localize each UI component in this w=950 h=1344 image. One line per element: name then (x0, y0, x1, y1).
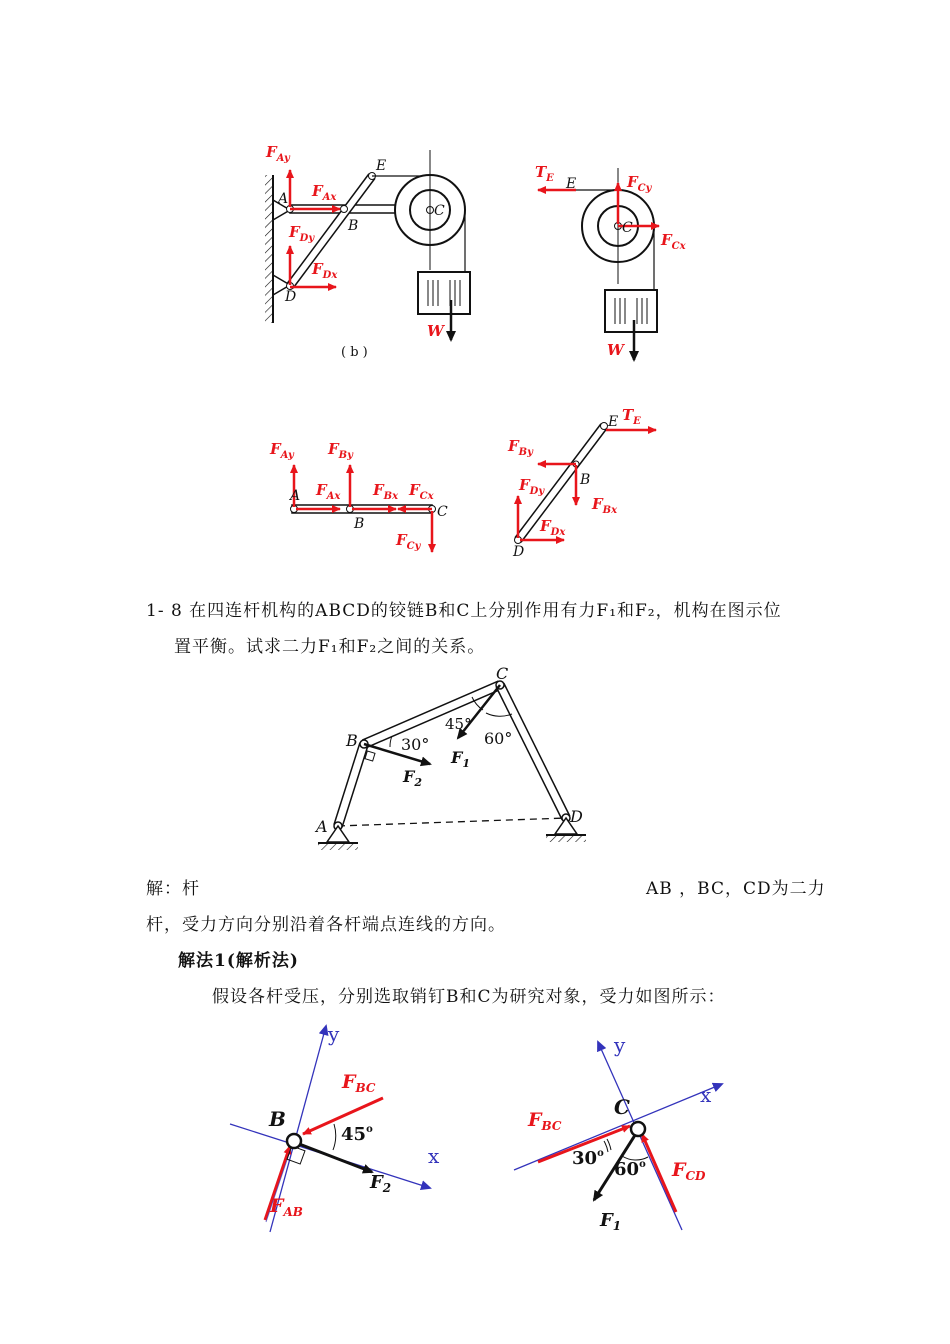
svg-text:FBy: $F_{By}$ (508, 437, 533, 458)
svg-text:C: C (622, 220, 633, 236)
solution-line-1-left: 解：杆 (146, 879, 200, 899)
svg-text:45°: 45° (445, 715, 472, 733)
assumption-text: 假设各杆受压，分别选取销钉B和C为研究对象，受力如图所示： (212, 987, 726, 1007)
svg-text:E: E (376, 158, 387, 174)
svg-text:( b ): ( b ) (341, 345, 368, 360)
svg-text:30°: 30° (401, 735, 430, 754)
svg-text:C: C (437, 504, 448, 520)
svg-text:C: C (434, 203, 445, 219)
svg-text:FCx: $F_{Cx}$ (409, 481, 434, 502)
svg-text:A: A (278, 191, 289, 207)
svg-text:D: D (513, 544, 525, 560)
svg-text:x: x (428, 1144, 440, 1168)
svg-text:B: B (354, 516, 365, 532)
svg-text:FCy: $F_{Cy}$ (627, 173, 652, 194)
solution-line-1-right: AB ，BC，CD为二力 (646, 879, 826, 899)
svg-text:FCD: $F_{CD}$ (672, 1159, 706, 1183)
svg-text:F2: $F_2$ (370, 1172, 392, 1195)
svg-text:x: x (700, 1083, 712, 1107)
problem-line-2: 置平衡。试求二力F₁和F₂之间的关系。 (174, 637, 486, 657)
svg-text:F1: $F_1$ (451, 748, 471, 770)
svg-text:W: W (427, 322, 444, 340)
svg-text:FDx: $F_{Dx}$ (540, 517, 566, 538)
solution-line-2: 杆，受力方向分别沿着各杆端点连线的方向。 (146, 915, 506, 935)
svg-text:F2: $F_2$ (403, 767, 423, 789)
svg-text:FBx: $F_{Bx}$ (373, 481, 399, 502)
svg-text:C: C (614, 1095, 630, 1119)
svg-text:FDy: $F_{Dy}$ (519, 476, 545, 497)
problem-line-1: 1- 8 在四连杆机构的ABCD的铰链B和C上分别作用有力F₁和F₂，机构在图示位 (146, 601, 782, 621)
svg-text:FCx: $F_{Cx}$ (661, 231, 686, 252)
svg-text:FDx: $F_{Dx}$ (312, 260, 338, 281)
svg-text:FCy: $F_{Cy}$ (396, 531, 421, 552)
method-title: 解法1(解析法) (178, 951, 299, 971)
figure-rod-ac-fbd (291, 465, 436, 552)
svg-text:TE: $T_E$ (535, 163, 554, 184)
svg-text:FAx: $F_{Ax}$ (316, 481, 341, 502)
svg-text:E: E (608, 414, 619, 430)
svg-text:FAx: $F_{Ax}$ (312, 182, 337, 203)
svg-text:A: A (290, 488, 301, 504)
svg-text:y: y (614, 1033, 626, 1057)
svg-text:F1: $F_1$ (600, 1210, 622, 1233)
svg-text:D: D (570, 807, 583, 826)
svg-text:y: y (328, 1022, 340, 1046)
svg-text:FBy: $F_{By}$ (328, 440, 353, 461)
svg-text:D: D (285, 289, 297, 305)
svg-text:B: B (346, 731, 358, 750)
svg-text:30o: 30$^o$ (572, 1148, 604, 1169)
figure-pin-b-fbd (230, 1026, 430, 1232)
figure-b-assembly (265, 150, 470, 340)
svg-text:B: B (348, 218, 359, 234)
svg-text:W: W (607, 341, 624, 359)
svg-text:FAy: $F_{Ay}$ (266, 143, 290, 164)
svg-text:FAy: $F_{Ay}$ (270, 440, 294, 461)
figure-pin-c-fbd (514, 1042, 722, 1230)
svg-text:C: C (496, 664, 509, 683)
svg-text:60°: 60° (484, 729, 513, 748)
svg-text:B: B (269, 1107, 286, 1131)
svg-text:FDy: $F_{Dy}$ (289, 223, 315, 244)
svg-text:FBC: $F_{BC}$ (342, 1071, 376, 1095)
svg-text:B: B (580, 472, 591, 488)
svg-text:FBC: $F_{BC}$ (528, 1109, 562, 1133)
figure-pulley-fbd (538, 168, 659, 360)
svg-text:E: E (566, 176, 577, 192)
svg-text:TE: $T_E$ (622, 406, 641, 427)
svg-text:45o: 45$^o$ (341, 1124, 373, 1145)
svg-text:A: A (316, 817, 328, 836)
svg-text:FBx: $F_{Bx}$ (592, 495, 618, 516)
svg-text:FAB: $F_{AB}$ (270, 1195, 303, 1219)
svg-text:60o: 60$^o$ (614, 1159, 646, 1180)
